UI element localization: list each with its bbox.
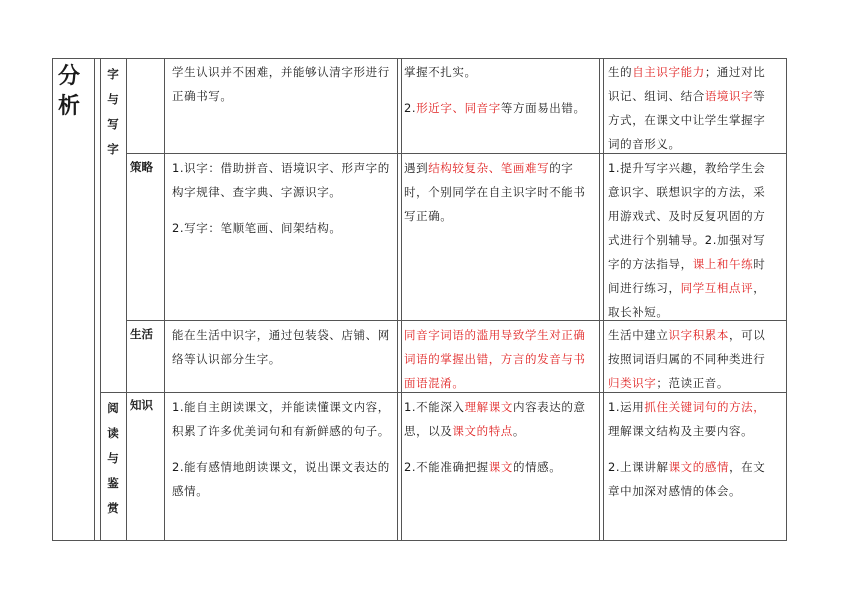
row1-measure-text: 生的自主识字能力；通过对比识记、组词、结合语境识字等方式，在课文中让学生掌握字词的音形义。 <box>608 65 766 151</box>
row3-problem-text: 同音字词语的滥用导致学生对正确词语的掌握出错，方言的发音与书面语混淆。 <box>404 328 586 390</box>
group-char: 阅 <box>107 401 119 415</box>
row4-situation <box>172 395 394 503</box>
row3-situation-text: 能在生活中识字，通过包装袋、店铺、网络等认识部分生字。 <box>172 328 390 366</box>
group-char: 与 <box>107 92 119 106</box>
group-char: 与 <box>107 451 119 465</box>
row1-situation-text: 学生认识并不困难，并能够认清字形进行正确书写。 <box>172 65 390 103</box>
row4-problem-text-2: 2.不能准确把握课文的情感。 <box>404 460 562 474</box>
sublabel-life: 生活 <box>130 327 153 341</box>
row4-measure-text-2: 2.上课讲解课文的感情，在文章中加深对感情的体会。 <box>608 460 766 498</box>
row4-measure <box>608 395 776 503</box>
group-char: 赏 <box>107 501 119 515</box>
group-char: 字 <box>107 142 119 156</box>
group-char: 字 <box>107 67 119 81</box>
row4-situation-text-1: 1.能自主朗读课文，并能读懂课文内容，积累了许多优美词句和有新鲜感的句子。 <box>172 400 390 438</box>
section-char-1: 分 <box>58 64 81 89</box>
group-char: 写 <box>107 117 119 131</box>
row3-problem <box>404 323 596 395</box>
row4-problem-text-1: 1.不能深入理解课文内容表达的意思，以及课文的特点。 <box>404 400 586 438</box>
row2-situation <box>172 156 394 240</box>
row3-situation <box>172 323 394 371</box>
row1-problem-text-1: 掌握不扎实。 <box>404 65 477 79</box>
row1-measure <box>608 60 776 156</box>
row2-measure-text: 1.提升写字兴趣，教给学生会意识字、联想识字的方法，采用游戏式、及时反复巩固的方式进行个别辅导。2.加强对写字的方法指导，课上和午练时间进行练习，同学互相点评，取长补短。 <box>608 161 766 319</box>
group-char: 读 <box>107 426 119 440</box>
row3-measure <box>608 323 776 395</box>
row2-problem-text: 遇到结构较复杂、笔画难写的字时，个别同学在自主识字时不能书写正确。 <box>404 161 586 223</box>
row2-situation-text-2: 2.写字：笔顺笔画、间架结构。 <box>172 221 342 235</box>
section-label <box>58 62 80 122</box>
row4-problem <box>404 395 596 479</box>
row3-measure-text: 生活中建立识字积累本，可以按照词语归属的不同种类进行归类识字；范读正音。 <box>608 328 766 390</box>
section-char-2: 析 <box>58 94 81 119</box>
row2-problem <box>404 156 596 228</box>
row1-problem <box>404 60 596 120</box>
row1-problem-text-2: 2.形近字、同音字等方面易出错。 <box>404 101 586 115</box>
group-label-literacy <box>103 62 123 162</box>
sublabel-knowledge: 知识 <box>130 398 153 412</box>
row2-situation-text-1: 1.识字：借助拼音、语境识字、形声字的构字规律、查字典、字源识字。 <box>172 161 390 199</box>
row1-situation <box>172 60 394 108</box>
group-label-reading <box>103 396 123 521</box>
row2-measure <box>608 156 776 324</box>
row4-measure-text-1: 1.运用抓住关键词句的方法，理解课文结构及主要内容。 <box>608 400 766 438</box>
group-char: 鉴 <box>107 476 119 490</box>
sublabel-strategy: 策略 <box>130 160 153 174</box>
row4-situation-text-2: 2.能有感情地朗读课文，说出课文表达的感情。 <box>172 460 390 498</box>
